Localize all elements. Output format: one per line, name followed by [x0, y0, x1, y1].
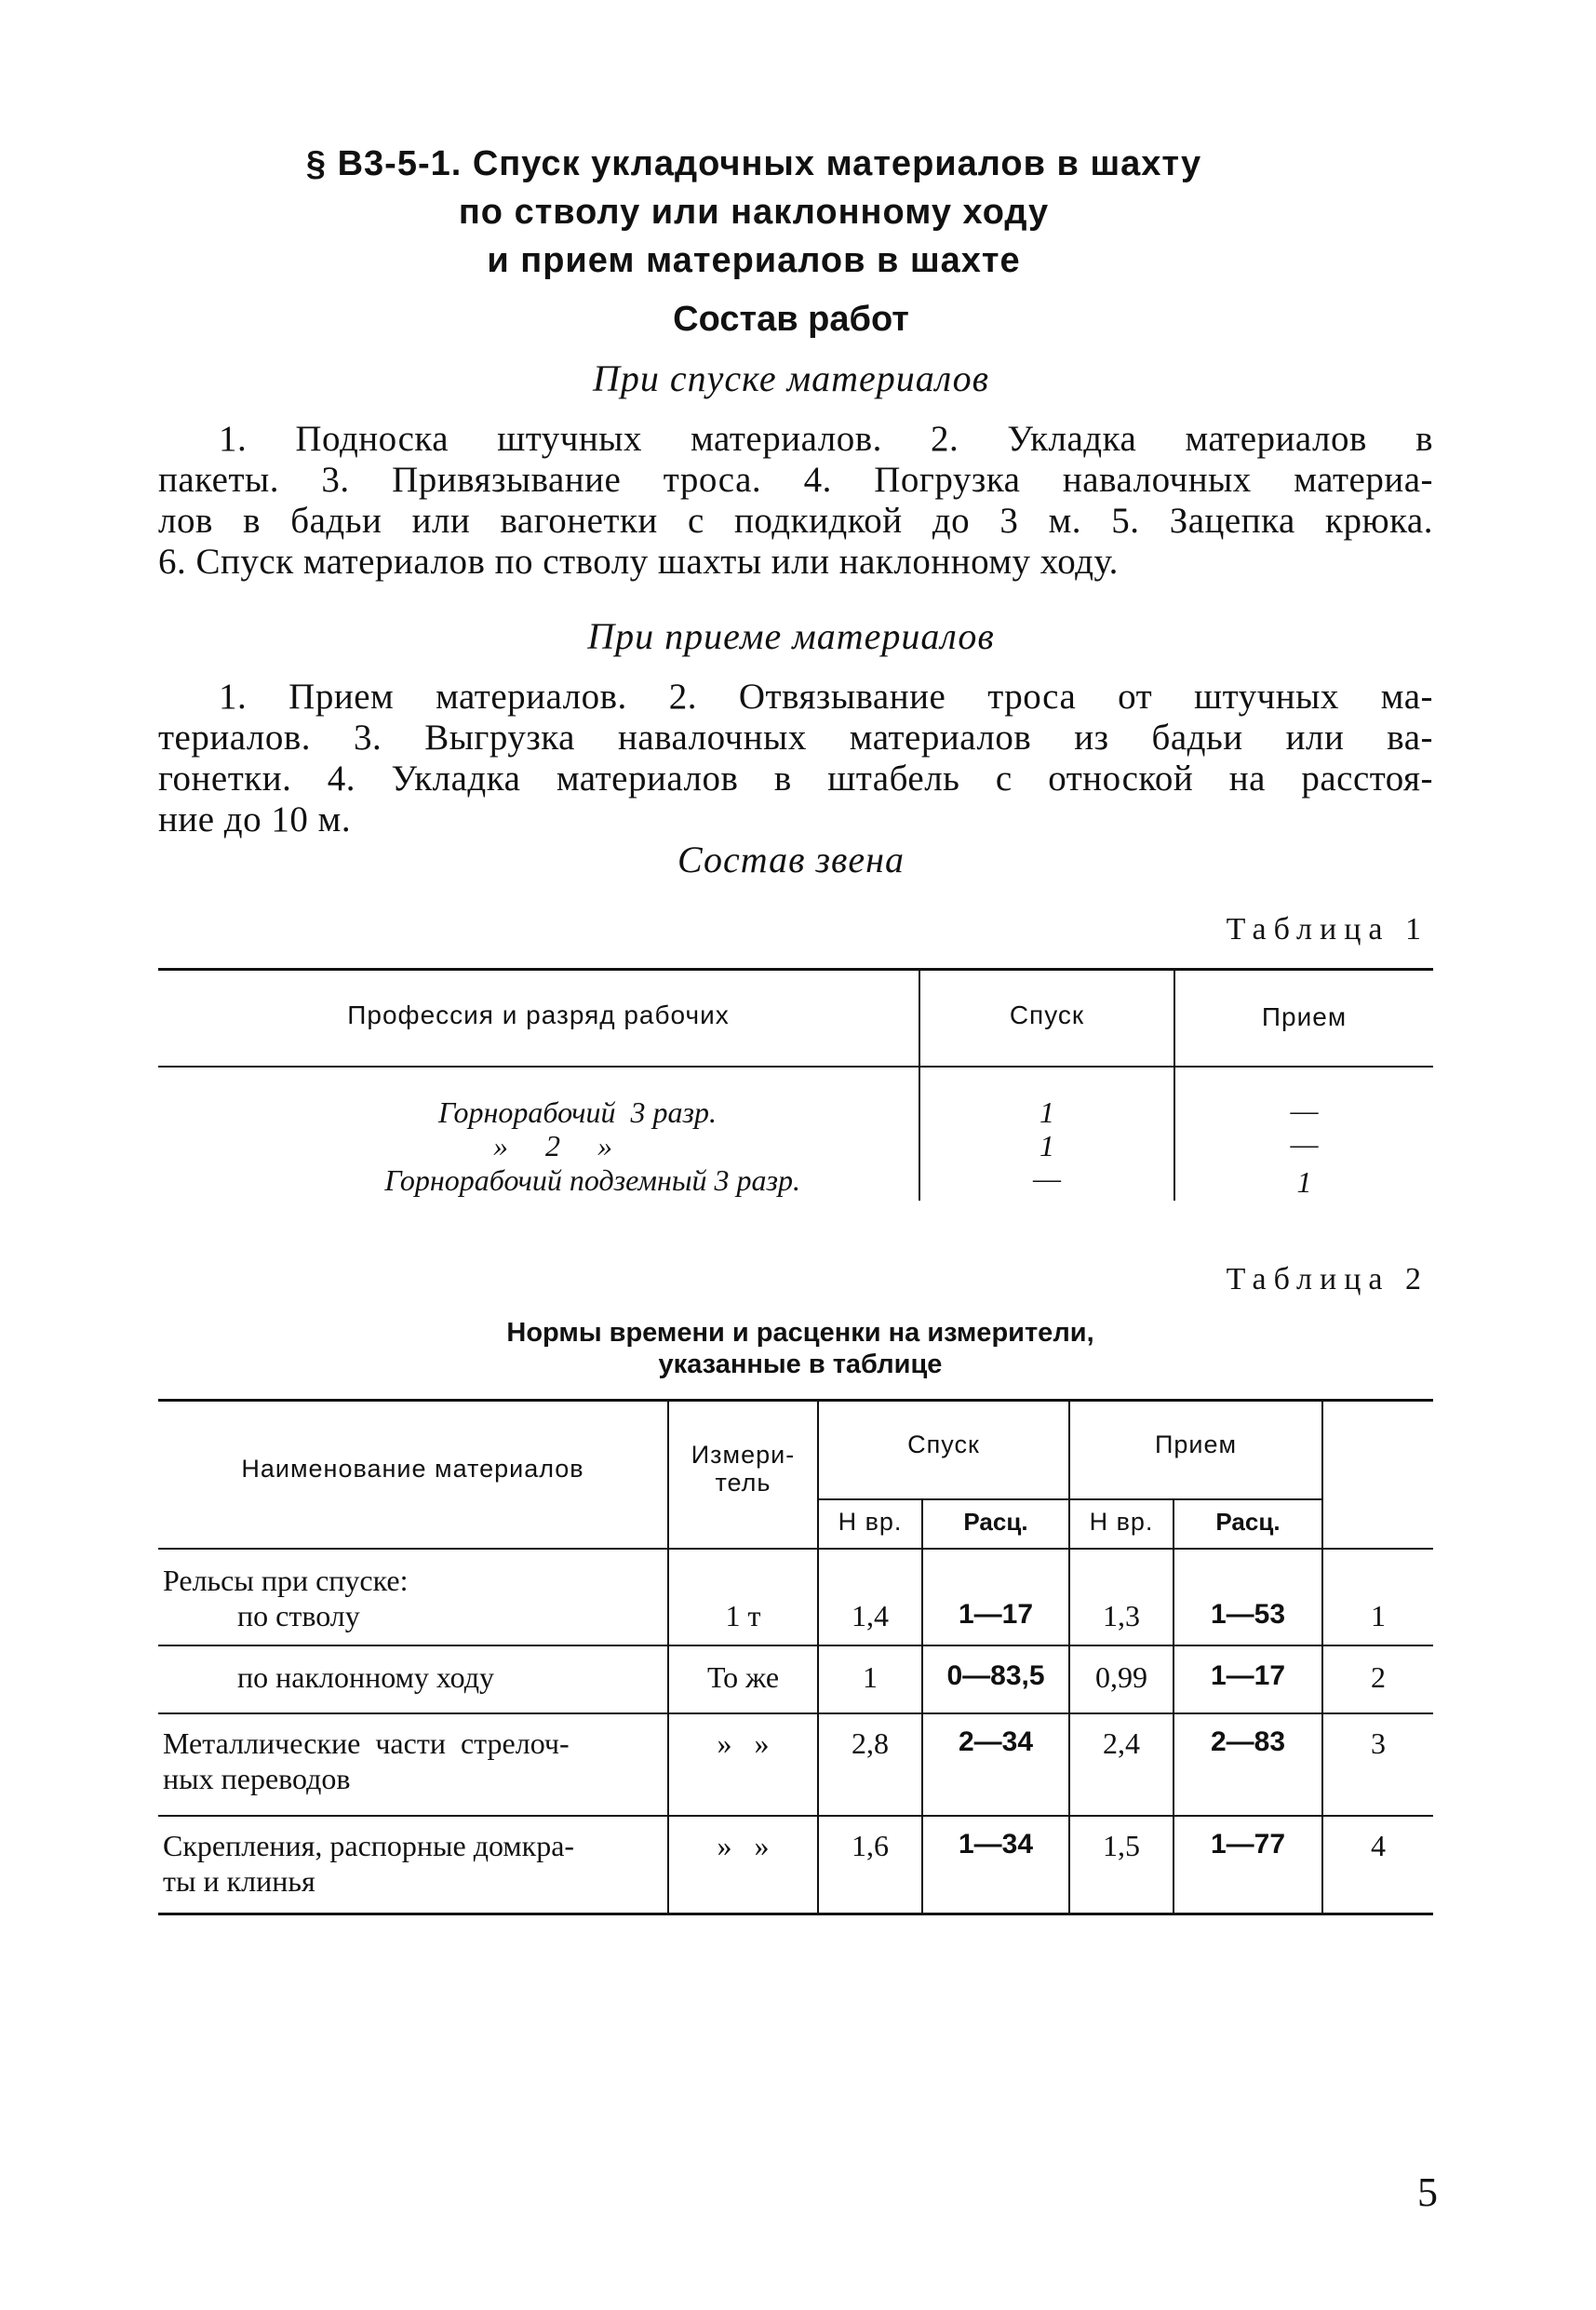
table2-row-1-descent-hvr: 1,4 [852, 1599, 889, 1632]
table2-row-3-rule [158, 1815, 1433, 1817]
table2-row-2-receipt-hvr: 0,99 [1095, 1660, 1147, 1694]
descent-line-2: пакеты. 3. Привязывание троса. 4. Погрузка навалочных материа- [158, 460, 1433, 500]
table2-row-2-receipt-rasc: 1—17 [1210, 1660, 1286, 1691]
descent-line-4: 6. Спуск материалов по стволу шахты или наклонному ходу. [158, 542, 1119, 582]
section-title-line-3: и прием материалов в шахте [487, 241, 1021, 280]
table2-row-4-name-line-1: Скрепления, распорные домкра- [163, 1829, 575, 1862]
section-title [242, 140, 1266, 285]
table2-row-2-name: по наклонному ходу [237, 1660, 494, 1694]
descent-line-3: лов в бадьи или вагонетки с подкидкой до 3 м. 5. Зацепка крюка. [158, 501, 1433, 541]
crew-heading: Состав звена [677, 839, 905, 880]
table1-row-2-receipt: — [1290, 1129, 1319, 1160]
table1-header-descent: Спуск [1009, 1001, 1085, 1029]
table2-top-rule [158, 1399, 1433, 1402]
table1-header-profession: Профессия и разряд рабочих [347, 1001, 730, 1029]
table2-row-1-receipt-rasc: 1—53 [1210, 1599, 1286, 1630]
table2-row-1-name-line-1: Рельсы при спуске: [163, 1564, 409, 1597]
table1-header-rule [158, 1066, 1433, 1068]
table1-row-2-profession: » 2 » [493, 1129, 612, 1162]
table2-caption [335, 1317, 1266, 1380]
table2-row-1-name-line-2: по стволу [237, 1599, 360, 1632]
table2-caption-line-2: указанные в таблице [658, 1350, 943, 1379]
table2-row-3-name-line-2: ных переводов [163, 1762, 351, 1795]
table2-header-descent: Спуск [907, 1430, 980, 1458]
table2-row-2-rule [158, 1712, 1433, 1714]
work-heading: Состав работ [673, 300, 909, 339]
table2-row-4-name-line-2: ты и клинья [163, 1864, 315, 1898]
table2-row-2-number: 2 [1371, 1660, 1386, 1694]
table2-header-receipt-hvr: Н вр. [1089, 1508, 1154, 1536]
table2-row-1-unit: 1 т [725, 1599, 761, 1632]
descent-line-1: 1. Подноска штучных материалов. 2. Укладка материалов в [219, 419, 1433, 459]
section-title-line-2: по стволу или наклонному ходу [458, 193, 1050, 232]
table2-row-3-descent-hvr: 2,8 [852, 1726, 889, 1760]
table2-subheader-rule [819, 1498, 1321, 1500]
table2-row-3-receipt-rasc: 2—83 [1210, 1726, 1286, 1757]
table2-row-2-unit: То же [706, 1660, 780, 1694]
table2-row-3-number: 3 [1371, 1726, 1386, 1760]
table2-header-receipt-rasc: Расц. [1215, 1508, 1281, 1536]
table2-header-descent-hvr: Н вр. [838, 1508, 903, 1536]
table1-row-2-descent: 1 [1039, 1129, 1054, 1162]
table1-top-rule [158, 968, 1433, 971]
table2-row-1-descent-rasc: 1—17 [958, 1599, 1034, 1630]
table2-header-material: Наименование материалов [241, 1455, 584, 1483]
table2-row-4-unit: » » [717, 1829, 770, 1862]
table1-header-receipt: Прием [1261, 1002, 1348, 1031]
section-title-line-1: § В3-5-1. Спуск укладочных материалов в шахту [305, 144, 1202, 183]
receipt-heading: При приеме материалов [587, 615, 995, 657]
table2-row-2-descent-rasc: 0—83,5 [946, 1660, 1045, 1691]
table1-label: Таблица 1 [1226, 912, 1428, 947]
table2-label: Таблица 2 [1226, 1262, 1428, 1296]
receipt-line-2: териалов. 3. Выгрузка навалочных материалов из бадьи или ва- [158, 718, 1433, 758]
table2-row-3-receipt-hvr: 2,4 [1103, 1726, 1140, 1760]
table2-row-3-unit: » » [717, 1726, 770, 1760]
table2-row-2-descent-hvr: 1 [863, 1660, 878, 1694]
table1-row-3-descent: — [1033, 1163, 1061, 1194]
table2-header-unit-line-2: тель [715, 1469, 771, 1497]
table2-bottom-rule [158, 1913, 1433, 1915]
table2-row-3-name-line-1: Металлические части стрелоч- [163, 1726, 570, 1760]
table2-header-descent-rasc: Расц. [963, 1508, 1028, 1536]
table2-row-1-number: 1 [1371, 1599, 1386, 1632]
table2-row-4-number: 4 [1371, 1829, 1386, 1862]
table2-row-3-descent-rasc: 2—34 [958, 1726, 1034, 1757]
table2-header-unit [669, 1441, 817, 1497]
table2-row-4-descent-rasc: 1—34 [958, 1829, 1034, 1860]
table1-row-1-descent: 1 [1039, 1095, 1054, 1129]
table1-row-3-profession: Горнорабочий подземный 3 разр. [384, 1163, 800, 1197]
table2-header-receipt: Прием [1154, 1430, 1238, 1458]
table2-header-rule [158, 1548, 1433, 1550]
table1-row-1-receipt: — [1290, 1095, 1319, 1126]
receipt-line-3: гонетки. 4. Укладка материалов в штабель с отноской на расстоя- [158, 759, 1433, 799]
table2-row-1-receipt-hvr: 1,3 [1103, 1599, 1140, 1632]
table1-row-1-profession: Горнорабочий 3 разр. [437, 1095, 717, 1129]
table2-row-4-receipt-rasc: 1—77 [1210, 1829, 1286, 1860]
receipt-line-4: ние до 10 м. [158, 799, 352, 839]
table2-header-unit-line-1: Измери- [691, 1441, 796, 1469]
descent-heading: При спуске материалов [592, 357, 990, 399]
table1-row-3-receipt: 1 [1296, 1165, 1312, 1199]
receipt-paragraph [158, 677, 1433, 840]
table2-row-4-descent-hvr: 1,6 [852, 1829, 889, 1862]
table2-row-4-receipt-hvr: 1,5 [1103, 1829, 1140, 1862]
page-number: 5 [1417, 2169, 1438, 2215]
receipt-line-1: 1. Прием материалов. 2. Отвязывание троса от штучных ма- [219, 677, 1433, 717]
table2-caption-line-1: Нормы времени и расценки на измерители, [506, 1318, 1094, 1348]
descent-paragraph [158, 419, 1433, 583]
table2-row-1-rule [158, 1645, 1433, 1646]
